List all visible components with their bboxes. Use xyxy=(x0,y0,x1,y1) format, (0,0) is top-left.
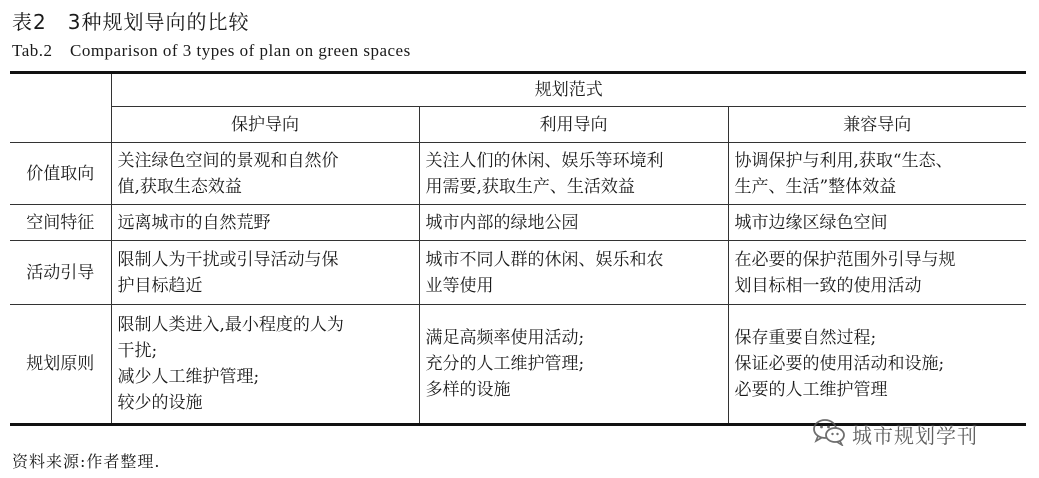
cell-line: 城市内部的绿地公园 xyxy=(425,212,579,233)
table-cell xyxy=(728,305,1026,425)
table-title: 表2 3种规划导向的比较 xyxy=(12,10,250,34)
cell-line: 满足高频率使用活动; xyxy=(425,328,585,348)
cell-line: 护目标趋近 xyxy=(117,275,203,296)
table-cell xyxy=(419,205,728,241)
row-header: 活动引导 xyxy=(10,241,111,305)
table-cell xyxy=(728,241,1026,305)
cell-line: 城市不同人群的休闲、娱乐和农 xyxy=(425,249,664,270)
row-header: 价值取向 xyxy=(10,143,111,205)
watermark xyxy=(812,418,978,450)
column-header: 兼容导向 xyxy=(728,107,1026,143)
cell-line: 充分的人工维护管理; xyxy=(425,354,585,374)
column-header: 保护导向 xyxy=(111,107,419,143)
cell-line: 干扰; xyxy=(117,341,158,361)
cell-line: 较少的设施 xyxy=(117,393,203,413)
table-cell xyxy=(111,305,419,425)
cell-line: 保存重要自然过程; xyxy=(734,328,877,348)
table-row xyxy=(10,143,1026,205)
column-header: 利用导向 xyxy=(419,107,728,143)
table-cell xyxy=(419,305,728,425)
cell-line: 值,获取生态效益 xyxy=(117,176,242,197)
table-cell xyxy=(728,205,1026,241)
group-header-row xyxy=(10,73,1026,107)
watermark-text: 城市规划学刊 xyxy=(852,423,978,448)
comparison-table-wrapper xyxy=(10,71,1026,426)
wechat-icon xyxy=(812,418,846,450)
cell-line: 关注人们的休闲、娱乐等环境利 xyxy=(425,150,664,171)
cell-line: 用需要,获取生产、生活效益 xyxy=(425,176,635,197)
corner-cell xyxy=(10,73,111,143)
cell-line: 业等使用 xyxy=(425,275,494,296)
cell-line: 限制人类进入,最小程度的人为 xyxy=(117,315,344,335)
cell-line: 减少人工维护管理; xyxy=(117,367,260,387)
table-cell xyxy=(111,143,419,205)
comparison-table xyxy=(10,71,1026,426)
cell-line: 多样的设施 xyxy=(425,380,511,400)
table-row xyxy=(10,241,1026,305)
table-row xyxy=(10,205,1026,241)
cell-line: 必要的人工维护管理 xyxy=(734,380,888,400)
cell-line: 在必要的保护范围外引导与规 xyxy=(734,249,956,270)
cell-line: 城市边缘区绿色空间 xyxy=(734,212,888,233)
source-note: 资料来源:作者整理. xyxy=(12,452,161,471)
table-cell xyxy=(419,143,728,205)
table-cell xyxy=(111,205,419,241)
table-cell xyxy=(419,241,728,305)
cell-line: 协调保护与利用,获取“生态、 xyxy=(734,150,953,171)
table-subtitle: Tab.2 Comparison of 3 types of plan on green spaces xyxy=(12,41,411,60)
cell-line: 关注绿色空间的景观和自然价 xyxy=(117,150,339,171)
cell-line: 生产、生活”整体效益 xyxy=(734,176,897,197)
group-header-cell: 规划范式 xyxy=(111,73,1026,107)
row-header: 规划原则 xyxy=(10,305,111,425)
cell-line: 保证必要的使用活动和设施; xyxy=(734,354,945,374)
table-cell xyxy=(728,143,1026,205)
table-row xyxy=(10,305,1026,425)
row-header: 空间特征 xyxy=(10,205,111,241)
cell-line: 远离城市的自然荒野 xyxy=(117,212,271,233)
cell-line: 限制人为干扰或引导活动与保 xyxy=(117,249,339,270)
column-header-row xyxy=(10,107,1026,143)
cell-line: 划目标相一致的使用活动 xyxy=(734,275,922,296)
table-cell xyxy=(111,241,419,305)
